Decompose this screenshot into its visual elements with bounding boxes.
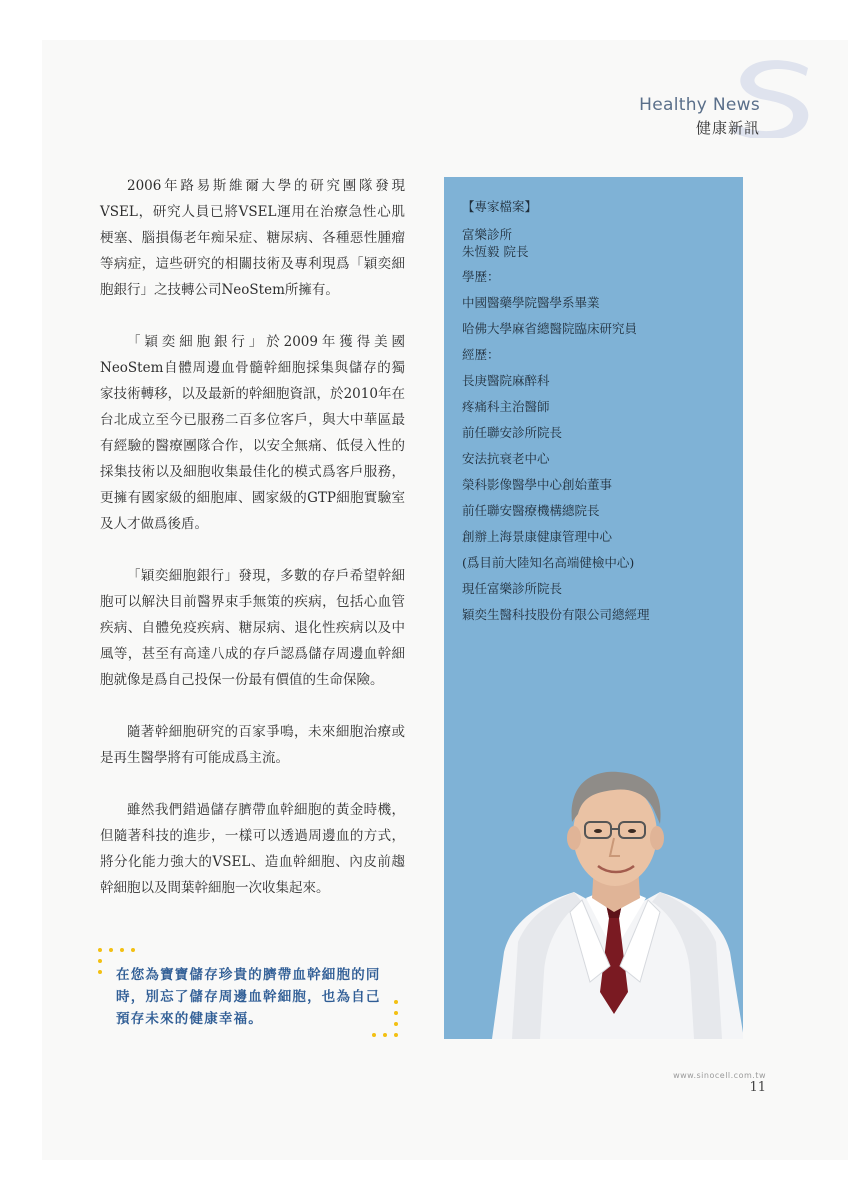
header-title-zh: 健康新訊 [695,119,760,137]
profile-name: 朱恆毅 院長 [462,244,529,259]
page-number: 11 [749,1080,766,1095]
experience-item: 榮科影像醫學中心創始董事 [462,477,613,492]
expert-profile-text [462,194,732,628]
experience-item: 穎奕生醫科技股份有限公司總經理 [462,607,650,622]
experience-item: 前任聯安醫療機構總院長 [462,503,600,518]
article-paragraph: 2006年路易斯維爾大學的研究團隊發現VSEL，研究人員已將VSEL運用在治療急性心肌梗塞、腦損傷老年痴呆症、糖尿病、各種惡性腫瘤等病症，這些研究的相關技術及專利現爲「穎奕細胞銀行」之技轉公司NeoStem所擁有。 [100,178,405,298]
quote-text [116,964,396,1030]
education-heading: 學歷： [462,269,500,284]
profile-clinic: 富樂診所 [462,227,513,242]
experience-item: 現任富樂診所院長 [462,581,563,596]
education-item: 哈佛大學麻省總醫院臨床研究員 [462,321,638,336]
page-footer [656,1071,766,1095]
article-paragraph: 雖然我們錯過儲存臍帶血幹細胞的黃金時機，但隨著科技的進步，一樣可以透過周邊血的方式，將分化能力強大的VSEL、造血幹細胞、內皮前趨幹細胞以及間葉幹細胞一次收集起來。 [100,802,405,896]
quote-line: 預存未來的健康幸福。 [116,1011,263,1027]
expert-profile-panel [444,177,743,1039]
article-paragraph: 「穎奕細胞銀行」發現，多數的存戶希望幹細胞可以解決目前醫界束手無策的疾病，包括心血管疾病、自體免疫疾病、糖尿病、退化性疾病以及中風等，甚至有高達八成的存戶認爲儲存周邊血幹細胞就像是爲自己投保一份最有價值的生命保險。 [100,568,405,688]
article-paragraph: 「穎奕細胞銀行」於2009年獲得美國NeoStem自體周邊血骨髓幹細胞採集與儲存的獨家技術轉移，以及最新的幹細胞資訊，於2010年在台北成立至今已服務二百多位客戶，與大中華區最有經驗的醫療團隊合作，以安全無痛、低侵入性的採集技術以及細胞收集最佳化的模式爲客戶服務，更擁有國家級的細胞庫、國家級的GTP細胞實驗室及人才做爲後盾。 [100,334,405,532]
quote-dots-decoration [368,1000,398,1040]
experience-item: (爲目前大陸知名高端健檢中心) [462,555,635,570]
experience-item: 安法抗衰老中心 [462,451,550,466]
experience-item: 長庚醫院麻醉科 [462,373,550,388]
quote-line: 時，別忘了儲存周邊血幹細胞，也為自己 [116,989,381,1005]
header-title-en: Healthy News [639,95,760,115]
quote-line: 在您為寶寶儲存珍貴的臍帶血幹細胞的同 [116,967,381,983]
experience-item: 創辦上海景康健康管理中心 [462,529,613,544]
pull-quote [98,948,398,1040]
article-body [100,173,405,927]
education-item: 中國醫藥學院醫學系畢業 [462,295,600,310]
experience-item: 疼痛科主治醫師 [462,399,550,414]
article-paragraph: 隨著幹細胞研究的百家爭鳴，未來細胞治療或是再生醫學將有可能成爲主流。 [100,724,405,766]
doctor-portrait-image [482,752,743,1039]
profile-title: 【專家檔案】 [462,199,538,214]
experience-heading: 經歷： [462,347,500,362]
experience-item: 前任聯安診所院長 [462,425,563,440]
footer-url: www.sinocell.com.tw [673,1071,766,1080]
